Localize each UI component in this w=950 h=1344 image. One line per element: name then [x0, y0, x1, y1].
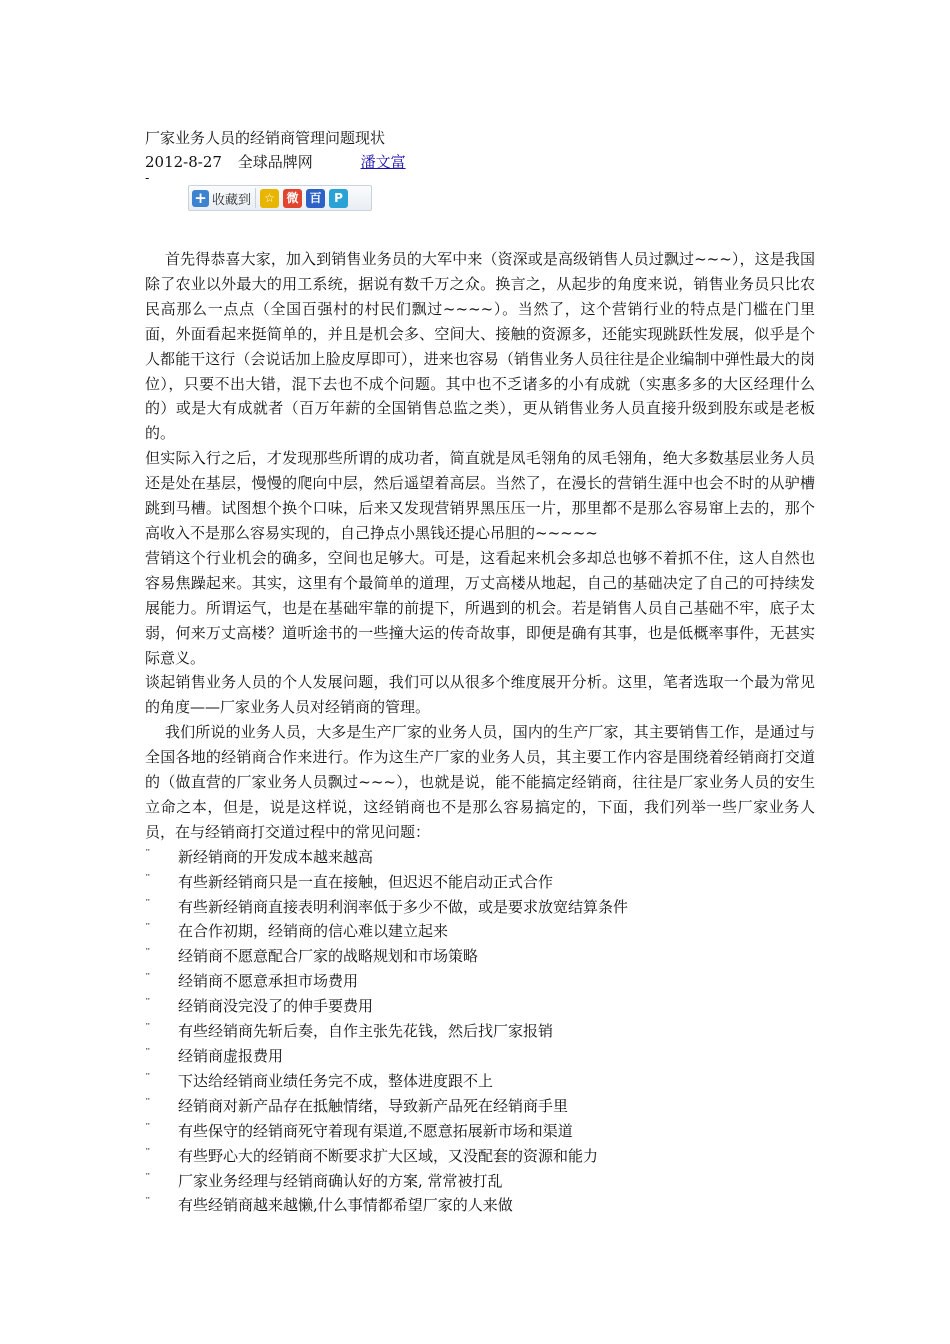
- paragraph: 但实际入行之后，才发现那些所谓的成功者，简直就是凤毛翎角的凤毛翎角，绝大多数基层业务人员还是处在基层，慢慢的爬向中层，然后遥望着高层。当然了，在漫长的营销生涯中也会不时的从驴槽跳到马槽。试图想个换个口味，后来又发现营销界黑压压一片，那里都不是那么容易窜上去的，那个高收入不是那么容易实现的，自己挣点小黑钱还提心吊胆的~~~~~: [145, 449, 815, 542]
- list-item-text: 有些新经销商只是一直在接触，但迟迟不能启动正式合作: [178, 872, 554, 891]
- baidu-icon[interactable]: 百: [306, 189, 325, 208]
- bullet-mark: ¨: [145, 997, 151, 1011]
- list-item-text: 有些经销商先斩后奏，自作主张先花钱，然后找厂家报销: [178, 1022, 554, 1041]
- bullet-mark: ¨: [145, 847, 151, 861]
- list-item-text: 有些经销商越来越懒,什么事情都希望厂家的人来做: [178, 1196, 513, 1215]
- bullet-mark: ¨: [145, 922, 151, 936]
- list-item: [145, 1119, 815, 1144]
- bullet-mark: ¨: [145, 1047, 151, 1060]
- bullet-mark: ¨: [145, 1196, 151, 1210]
- list-item-text: 新经销商的开发成本越来越高: [178, 847, 374, 866]
- list-item-text: 经销商虚报费用: [178, 1047, 284, 1065]
- list-item: [145, 1019, 815, 1044]
- list-item-text: 有些保守的经销商死守着现有渠道,不愿意拓展新市场和渠道: [178, 1121, 573, 1140]
- weibo-icon[interactable]: 微: [283, 189, 302, 208]
- bullet-mark: ¨: [145, 1071, 151, 1085]
- list-item: [145, 1144, 815, 1169]
- paragraphs: [145, 247, 815, 845]
- bullet-mark: ¨: [145, 947, 151, 961]
- list-item-text: 有些野心大的经销商不断要求扩大区域，又没配套的资源和能力: [178, 1146, 599, 1165]
- list-item: [145, 994, 815, 1019]
- qzone-icon[interactable]: ☆: [260, 189, 279, 208]
- paragraph: 我们所说的业务人员，大多是生产厂家的业务人员，国内的生产厂家，其主要销售工作，是通过与全国各地的经销商合作来进行。作为这生产厂家的业务人员，其主要工作内容是围绕着经销商打交道的（做直营的厂家业务人员飘过~~~），也就是说，能不能搞定经销商，往往是厂家业务人员的安生立命之本，但是，说是这样说，这经销商也不是那么容易搞定的，下面，我们列举一些厂家业务人员，在与经销商打交道过程中的常见问题：: [145, 723, 815, 841]
- separator-dash: -: [145, 171, 150, 186]
- list-item: [145, 870, 815, 895]
- bullet-mark: ¨: [145, 1022, 151, 1036]
- article-body: [145, 247, 815, 1218]
- list-item-text: 下达给经销商业绩任务完不成，整体进度跟不上: [178, 1071, 494, 1090]
- list-item-text: 有些新经销商直接表明利润率低于多少不做，或是要求放宽结算条件: [178, 897, 629, 916]
- publish-date: 2012-8-27: [145, 153, 222, 171]
- list-item: [145, 1169, 815, 1194]
- list-item: [145, 1044, 815, 1069]
- favorite-button[interactable]: [192, 188, 256, 208]
- list-item: [145, 1193, 815, 1218]
- bullet-mark: ¨: [145, 1146, 151, 1160]
- share-icons: [260, 189, 348, 208]
- list-item: [145, 969, 815, 994]
- share-toolbar: [188, 185, 372, 211]
- list-item-text: 厂家业务经理与经销商确认好的方案, 常常被打乱: [178, 1171, 503, 1190]
- article-meta: [145, 150, 815, 174]
- paragraph: 谈起销售业务人员的个人发展问题，我们可以从很多个维度展开分析。这里，笔者选取一个最为常见的角度——厂家业务人员对经销商的管理。: [145, 673, 815, 717]
- article-title: 厂家业务人员的经销商管理问题现状: [145, 129, 386, 147]
- plus-icon: +: [192, 190, 209, 207]
- bullet-mark: ¨: [145, 872, 151, 886]
- paragraph: 营销这个行业机会的确多，空间也足够大。可是，这看起来机会多却总也够不着抓不住，这人自然也容易焦躁起来。其实，这里有个最简单的道理，万丈高楼从地起，自己的基础决定了自己的可持续发展能力。所谓运气，也是在基础牢靠的前提下，所遇到的机会。若是销售人员自己基础不牢，底子太弱，何来万丈高楼？道听途书的一些撞大运的传奇故事，即便是确有其事，也是低概率事件，无甚实际意义。: [145, 548, 815, 667]
- list-item-text: 经销商没完没了的伸手要费用: [178, 997, 374, 1016]
- article: [145, 126, 815, 1218]
- list-item-text: 经销商对新产品存在抵触情绪，导致新产品死在经销商手里: [178, 1096, 569, 1115]
- bullet-mark: ¨: [145, 897, 151, 911]
- source-name: 全球品牌网: [237, 153, 313, 171]
- list-item-text: 经销商不愿意承担市场费用: [178, 972, 359, 991]
- list-item: [145, 1094, 815, 1119]
- list-item: [145, 919, 815, 944]
- list-item: [145, 944, 815, 969]
- pengyou-icon[interactable]: P: [329, 189, 348, 208]
- list-item-text: 经销商不愿意配合厂家的战略规划和市场策略: [178, 947, 479, 966]
- bullet-mark: ¨: [145, 1171, 151, 1185]
- author-link[interactable]: 潘文富: [360, 153, 406, 171]
- list-item: [145, 1069, 815, 1094]
- favorite-label: 收藏到: [212, 192, 252, 208]
- bullet-mark: ¨: [145, 972, 151, 986]
- paragraph: 首先得恭喜大家，加入到销售业务员的大军中来（资深或是高级销售人员过飘过~~~），这是我国除了农业以外最大的用工系统，据说有数千万之众。换言之，从起步的角度来说，销售业务员只比农民高那么一点点（全国百强村的村民们飘过~~~~）。当然了，这个营销行业的特点是门槛在门里面，外面看起来挺简单的，并且是机会多、空间大、接触的资源多，还能实现跳跃性发展，似乎是个人都能干这行（会说话加上脸皮厚即可），进来也容易（销售业务人员往往是企业编制中弹性最大的岗位），只要不出大错，混下去也不成个问题。其中也不乏诸多的小有成就（实惠多多的大区经理什么的）或是大有成就者（百万年薪的全国销售总监之类），更从销售业务人员直接升级到股东或是老板的。: [145, 250, 815, 443]
- list-item: [145, 895, 815, 920]
- problem-list: [145, 845, 815, 1219]
- list-item-text: 在合作初期，经销商的信心难以建立起来: [178, 922, 449, 941]
- bullet-mark: ¨: [145, 1096, 151, 1110]
- list-item: [145, 845, 815, 870]
- bullet-mark: ¨: [145, 1121, 151, 1135]
